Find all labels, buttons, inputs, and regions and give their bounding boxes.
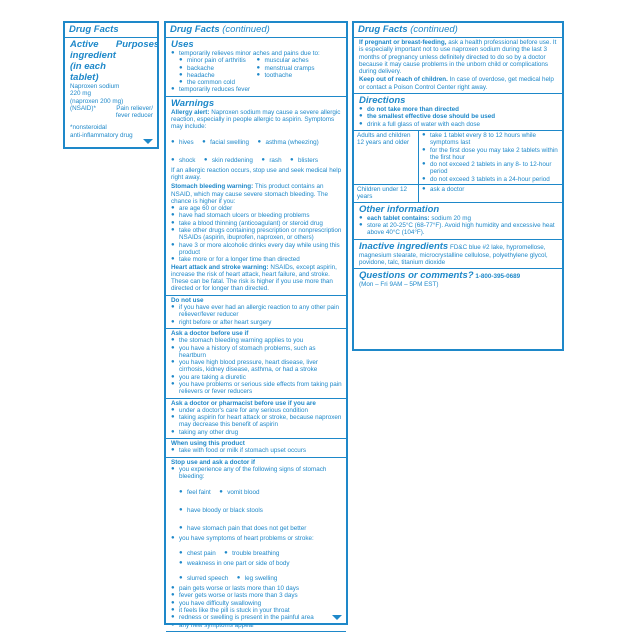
- list-item: ● each tablet contains: sodium 20 mg: [359, 215, 558, 222]
- list-item: ● asthma (wheezing): [257, 139, 318, 146]
- purpose-line2: fever reducer: [115, 112, 153, 120]
- table-cell: [419, 185, 563, 202]
- list-item: ● blisters: [290, 157, 318, 164]
- directions-table: [354, 130, 562, 202]
- list-item: ● you have problems or serious side effects from taking pain relievers or fever reducers: [171, 381, 342, 396]
- list-item: ● right before or after heart surgery: [171, 319, 342, 326]
- list-item: ● any new symptoms appear: [171, 622, 342, 629]
- table-row: [354, 185, 562, 202]
- ingredient-dose: 220 mg: [70, 90, 92, 98]
- stomach-label: Stomach bleeding warning:: [171, 183, 254, 191]
- list-item: ● you have difficulty swallowing: [171, 600, 342, 607]
- list-item: ● pain gets worse or lasts more than 10 days: [171, 585, 342, 592]
- list-item: ● feel faint: [179, 489, 211, 496]
- ingredient-equiv: (naproxen 200 mg): [70, 97, 124, 105]
- footnote-line1: *nonsteroidal: [70, 124, 107, 132]
- list-item: ● have bloody or black stools: [179, 507, 263, 514]
- list-item: ● fever gets worse or lasts more than 3 days: [171, 592, 342, 599]
- list-item: ● take 1 tablet every 8 to 12 hours while symptoms last: [422, 132, 559, 147]
- directions-section: [354, 94, 562, 203]
- panel-title: Drug Facts: [65, 23, 157, 38]
- questions-heading: Questions or comments?: [359, 270, 474, 282]
- list-item: ● do not exceed 3 tablets in a 24-hour period: [422, 176, 559, 183]
- uses-heading: Uses: [171, 39, 194, 50]
- ask-pharmacist-heading: Ask a doctor or pharmacist before use if you are: [171, 399, 316, 407]
- list-item: ● you experience any of the following signs of stomach bleeding:: [171, 466, 342, 481]
- list-item: ● muscular aches: [257, 57, 343, 64]
- directions-heading: Directions: [359, 95, 406, 107]
- other-info-heading: Other information: [359, 203, 440, 215]
- list-item: ● temporarily reduces fever: [171, 86, 342, 93]
- stop-use-heading: Stop use and ask a doctor if: [171, 458, 255, 466]
- stomach-text: This product contains an NSAID, which may cause severe stomach bleeding. The chance is higher if you:: [171, 183, 329, 205]
- list-item: ● backache: [171, 65, 257, 72]
- list-item: ● toothache: [257, 72, 343, 79]
- list-item: ● drink a full glass of water with each dose: [359, 121, 558, 128]
- inactive-section: [354, 240, 562, 270]
- table-cell: Children under 12 years: [354, 185, 419, 202]
- list-item: ● take other drugs containing prescription or nonprescription NSAIDs (aspirin, ibuprofen, naproxen, or others): [171, 227, 342, 242]
- list-item: ● have had stomach ulcers or bleeding problems: [171, 212, 342, 219]
- list-item: ● take with food or milk if stomach upset occurs: [171, 447, 342, 454]
- keep-out-label: Keep out of reach of children.: [359, 76, 448, 84]
- list-item: ● rash: [261, 157, 281, 164]
- list-item: ● you have symptoms of heart problems or stroke:: [171, 535, 342, 542]
- list-item: ● do not take more than directed: [359, 106, 558, 113]
- list-item: ● store at 20-25°C (68-77°F). Avoid high humidity and excessive heat above 40°C (104°F).: [359, 222, 558, 237]
- list-item: ● leg swelling: [237, 575, 278, 582]
- list-item: ● the smallest effective dose should be used: [359, 113, 558, 120]
- heart-text: NSAIDs, except aspirin, increase the risk of heart attack, heart failure, and stroke. These can be fatal. The risk is higher if you use more than directed or for longer than directed.: [171, 263, 337, 293]
- uses-intro: ● temporarily relieves minor aches and pains due to:: [171, 50, 342, 57]
- list-item: ● the stomach bleeding warning applies to you: [171, 337, 342, 344]
- list-item: ● taking aspirin for heart attack or stroke, because naproxen may decrease this benefit of aspirin: [171, 414, 342, 429]
- list-item: ● chest pain: [179, 550, 216, 557]
- list-item: ● taking any other drug: [171, 429, 342, 436]
- inactive-heading: Inactive ingredients: [359, 240, 449, 252]
- do-not-use-section: [166, 296, 346, 329]
- list-item: ● you are taking a diuretic: [171, 374, 342, 381]
- list-item: ● weakness in one part or side of body: [179, 560, 342, 567]
- list-item: ● for the first dose you may take 2 tablets within the first hour: [422, 147, 559, 162]
- panel-drug-facts-2: [164, 21, 348, 629]
- questions-phone: 1-800-395-0689: [475, 273, 521, 281]
- ingredient-name: Naproxen sodium: [70, 83, 120, 90]
- stop-use-section: [166, 458, 346, 632]
- list-item: ● have 3 or more alcoholic drinks every day while using this product: [171, 242, 342, 257]
- ask-pharmacist-section: [166, 399, 346, 439]
- list-item: ● facial swelling: [202, 139, 249, 146]
- pregnancy-label: If pregnant or breast-feeding,: [359, 39, 447, 46]
- heart-label: Heart attack and stroke warning:: [171, 263, 269, 271]
- pregnancy-text: ask a health professional before use. It is especially important not to use naproxen sodium during the last 3 months of pregnancy unless definitely directed to do so by a doctor because it may cause problems in the unborn child or complications during delivery.: [359, 39, 557, 76]
- inactive-text: FD&C blue #2 lake, hypromellose, magnesium stearate, microcrystalline cellulose, polyethylene glycol, povidone, talc, titanium dioxide: [359, 243, 548, 266]
- list-item: ● take a blood thinning (anticoagulant) or steroid drug: [171, 220, 342, 227]
- panel-drug-facts-1: [63, 21, 159, 149]
- list-item: ● do not exceed 2 tablets in any 8- to 12-hour period: [422, 161, 559, 176]
- allergy-after: If an allergic reaction occurs, stop use and seek medical help right away.: [171, 166, 342, 181]
- list-item: ● menstrual cramps: [257, 65, 343, 72]
- table-cell: Adults and children 12 years and older: [354, 130, 419, 184]
- ask-doctor-section: [166, 329, 346, 399]
- list-item: ● the common cold: [171, 79, 257, 86]
- purpose-line1: Pain reliever/: [116, 104, 153, 112]
- list-item: ● if you have ever had an allergic reaction to any other pain reliever/fever reducer: [171, 304, 342, 319]
- list-item: ● ask a doctor: [422, 186, 559, 193]
- allergy-text: Naproxen sodium may cause a severe allergic reaction, especially in people allergic to aspirin. Symptoms may include:: [171, 108, 341, 131]
- questions-section: [354, 269, 562, 290]
- pregnancy-section: [354, 38, 562, 94]
- ingredient-class: (NSAID)*: [70, 104, 96, 112]
- list-item: ● are age 60 or older: [171, 205, 342, 212]
- list-item: ● you have a history of stomach problems, such as heartburn: [171, 345, 342, 360]
- list-item: ● shock: [171, 157, 195, 164]
- list-item: ● take more or for a longer time than directed: [171, 256, 342, 263]
- other-info-section: [354, 203, 562, 240]
- list-item: ● minor pain of arthritis: [171, 57, 257, 64]
- list-item: ● redness or swelling is present in the painful area: [171, 614, 342, 621]
- warnings-section: [166, 97, 346, 296]
- purposes-heading: Purposes: [115, 39, 160, 50]
- continue-arrow-icon: [332, 615, 342, 620]
- questions-hours: (Mon – Fri 9AM – 5PM EST): [359, 281, 439, 289]
- panel-drug-facts-3: [352, 21, 564, 351]
- list-item: ● it feels like the pill is stuck in your throat: [171, 607, 342, 614]
- panel-title: Drug Facts (continued): [166, 23, 346, 38]
- continue-arrow-icon: [143, 139, 153, 144]
- list-item: ● vomit blood: [219, 489, 259, 496]
- list-item: ● headache: [171, 72, 257, 79]
- when-using-section: [166, 439, 346, 458]
- list-item: ● skin reddening: [204, 157, 253, 164]
- panel-title: Drug Facts (continued): [354, 23, 562, 38]
- footnote-line2: anti-inflammatory drug: [70, 131, 133, 139]
- warnings-heading: Warnings: [171, 97, 215, 109]
- allergy-label: Allergy alert:: [171, 108, 210, 116]
- uses-section: [166, 38, 346, 97]
- table-cell: [419, 130, 563, 184]
- ask-doctor-heading: Ask a doctor before use if: [171, 329, 249, 337]
- list-item: ● hives: [171, 139, 194, 146]
- do-not-use-heading: Do not use: [171, 296, 204, 304]
- list-item: ● have stomach pain that does not get better: [179, 525, 306, 532]
- list-item: ● trouble breathing: [224, 550, 279, 557]
- when-using-heading: When using this product: [171, 440, 245, 448]
- list-item: ● under a doctor's care for any serious condition: [171, 407, 342, 414]
- keep-out-text: In case of overdose, get medical help or contact a Poison Control Center right away.: [359, 76, 554, 91]
- table-row: [354, 130, 562, 184]
- list-item: ● slurred speech: [179, 575, 228, 582]
- active-ingredient-heading: Active ingredient (in each tablet): [70, 39, 116, 83]
- list-item: ● you have high blood pressure, heart disease, liver cirrhosis, kidney disease, asthma, or had a stroke: [171, 359, 342, 374]
